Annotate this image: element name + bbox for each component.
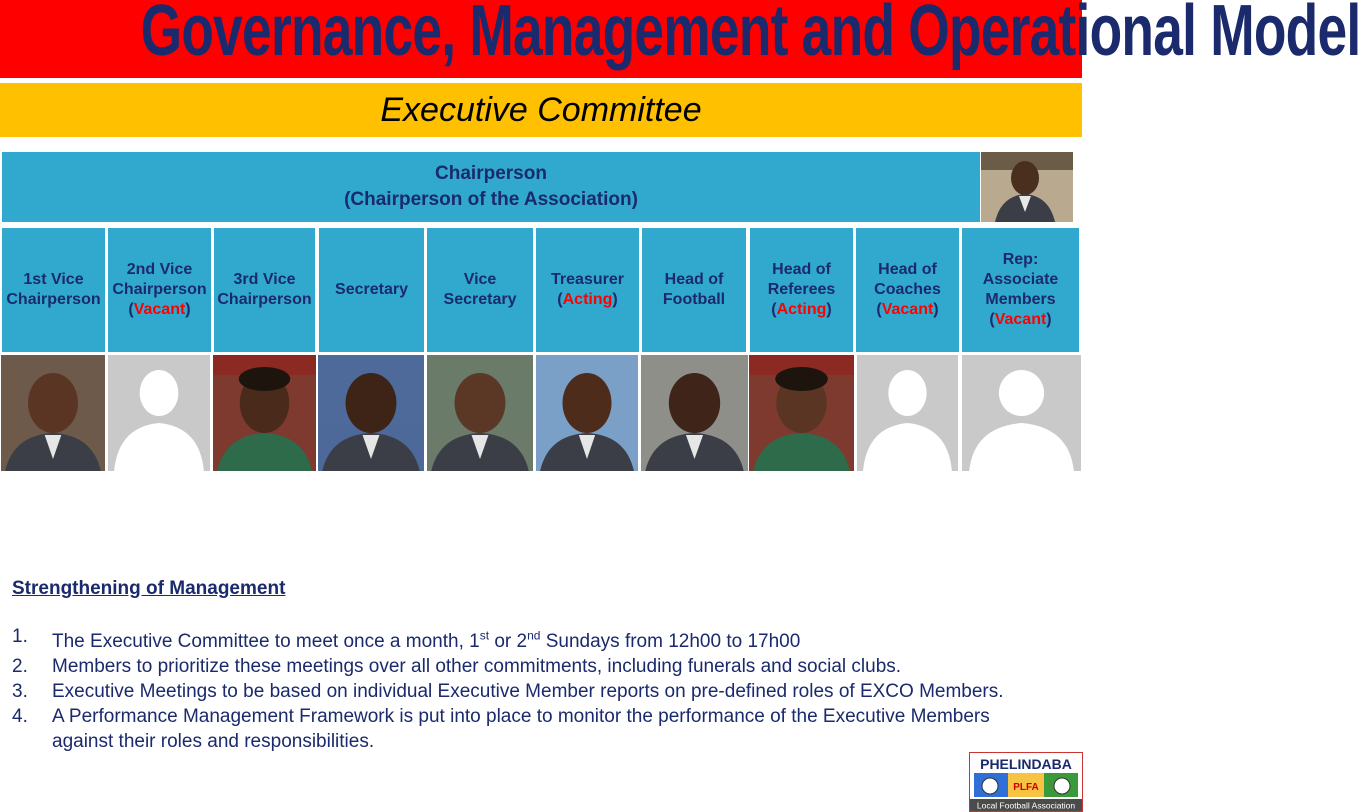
role-title-line: Vice: [463, 271, 497, 288]
note-number: 4.: [12, 706, 28, 728]
chairperson-title: Chairperson: [435, 163, 547, 184]
role-title-line: Secretary: [443, 291, 517, 308]
role-title-line: Rep:: [1002, 251, 1039, 268]
note-item: [12, 704, 1012, 754]
member-photo: [213, 355, 316, 471]
role-box: [856, 228, 959, 352]
placeholder-avatar-icon: [962, 355, 1081, 471]
role-title-line: Chairperson: [217, 291, 312, 308]
role-box: [108, 228, 211, 352]
role-title-line: Secretary: [335, 281, 408, 298]
note-text: A Performance Management Framework is put into place to monitor the performance of the Executive Members against their roles and responsibilities.: [52, 706, 990, 753]
note-text: The Executive Committee to meet once a month, 1st or 2nd Sundays from 12h00 to 17h00: [52, 629, 801, 653]
member-photo: [749, 355, 854, 471]
chairperson-photo: [981, 152, 1073, 222]
role-title-line: Members: [985, 291, 1056, 308]
role-status: (Vacant): [989, 311, 1052, 328]
role-title-line: Head of: [772, 261, 831, 278]
role-box: [642, 228, 746, 352]
note-item: [12, 679, 1012, 704]
note-item: [12, 624, 1012, 654]
notes-section: [12, 578, 1012, 754]
role-box: [536, 228, 639, 352]
role-box: [427, 228, 533, 352]
role-title-line: 1st Vice: [23, 271, 84, 288]
note-number: 3.: [12, 681, 28, 703]
role-status: (Acting): [557, 291, 618, 308]
role-box: [319, 228, 424, 352]
member-photo: [536, 355, 638, 471]
role-title-line: Chairperson: [112, 281, 207, 298]
member-photo: [427, 355, 533, 471]
role-title-line: Referees: [767, 281, 836, 298]
chairperson-box: [2, 152, 980, 222]
role-title-line: 3rd Vice: [233, 271, 296, 288]
note-text: Members to prioritize these meetings over all other commitments, including funerals and social clubs.: [52, 656, 902, 678]
placeholder-avatar-icon: [108, 355, 210, 471]
logo-caption: Local Football Association: [976, 800, 1076, 811]
member-photo: [318, 355, 424, 471]
logo-initials: PLFA: [1013, 782, 1039, 793]
notes-list: [12, 624, 1012, 754]
role-box: [2, 228, 105, 352]
note-number: 1.: [12, 626, 28, 647]
role-title-line: Coaches: [874, 281, 941, 298]
role-status: (Acting): [771, 301, 832, 318]
role-box: [750, 228, 853, 352]
logo-name: PHELINDABA: [980, 756, 1072, 772]
role-status: (Vacant): [128, 301, 191, 318]
member-photo: [1, 355, 105, 471]
role-status: (Vacant): [876, 301, 939, 318]
note-number: 2.: [12, 656, 28, 678]
role-box: [962, 228, 1079, 352]
member-photo: [641, 355, 748, 471]
role-title-line: Football: [662, 291, 726, 308]
page-subtitle: Executive Committee: [380, 90, 702, 129]
role-title-line: Head of: [878, 261, 937, 278]
placeholder-avatar-icon: [857, 355, 958, 471]
page-title: Governance, Management and Operational Model: [140, 0, 1360, 71]
note-text: Executive Meetings to be based on individual Executive Member reports on pre-defined roles of EXCO Members.: [52, 681, 1004, 703]
notes-heading: Strengthening of Management: [12, 578, 286, 599]
role-title-line: Chairperson: [6, 291, 101, 308]
role-title-line: Head of: [664, 271, 724, 288]
title-banner: [0, 0, 1360, 78]
subtitle-banner: [0, 83, 1082, 137]
chairperson-subtitle: (Chairperson of the Association): [344, 189, 638, 210]
association-logo: [969, 752, 1083, 812]
role-title-line: 2nd Vice: [126, 261, 193, 278]
note-item: [12, 654, 1012, 679]
role-title-line: Treasurer: [551, 271, 624, 288]
role-box: [214, 228, 315, 352]
role-title-line: Associate: [982, 271, 1059, 288]
